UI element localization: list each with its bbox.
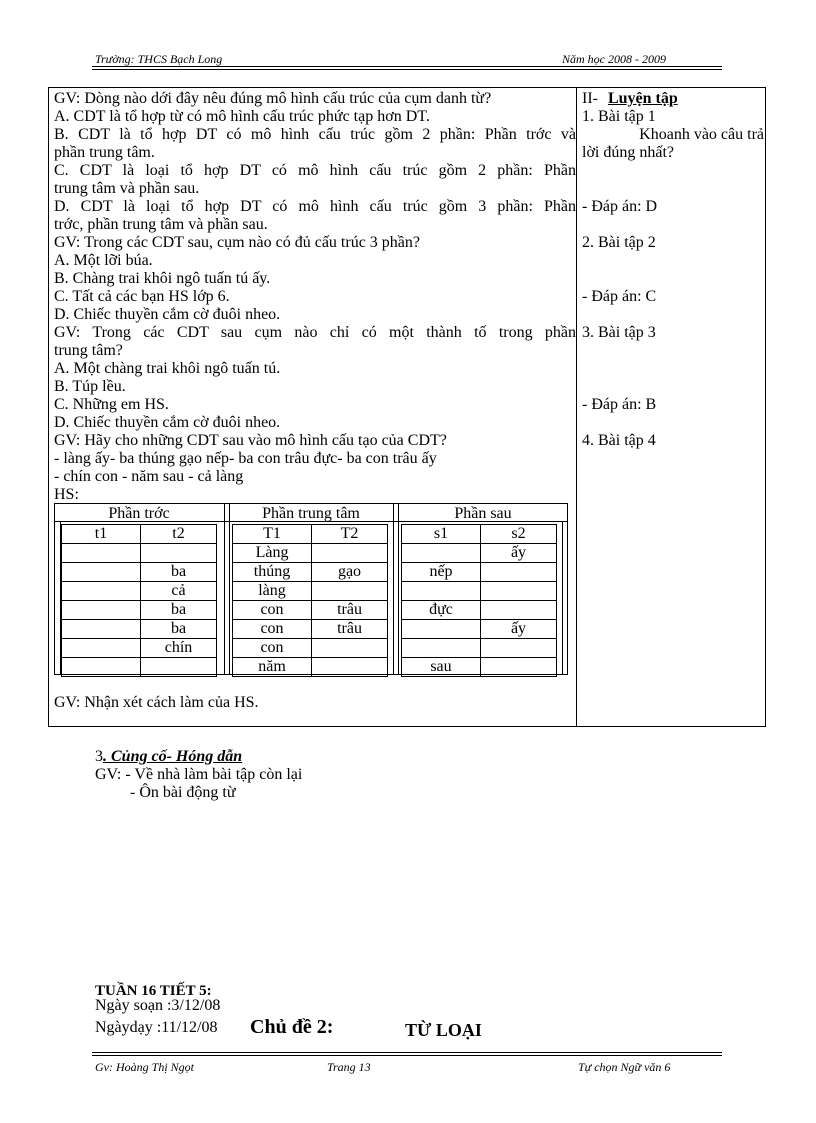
cell-r6-T1: con [233,639,312,658]
cell-r1-s1 [402,544,481,563]
option-2a: A. Một lỡi búa. [54,252,153,269]
cell-r3-s1 [402,582,481,601]
teacher-remark: GV: Nhận xét cách làm của HS. [54,694,259,711]
answer-1: - Đáp án: D [582,198,658,215]
cell-r5-s1 [402,620,481,639]
col-header-s2: s2 [481,525,557,544]
cell-r3-T2 [312,582,388,601]
topic-name: TỪ LOẠI [405,1020,482,1040]
cell-r3-t2: cả [141,582,217,601]
footer-rule [92,1052,722,1056]
col-header-T1: T1 [233,525,312,544]
column-divider [576,87,577,727]
col-header-T2: T2 [312,525,388,544]
cell-r7-t2 [141,658,217,677]
consolidation-number: 3 [95,748,103,765]
group-header-post: Phần sau [454,505,512,522]
cell-r6-t1 [62,639,141,658]
cell-r2-T1: thúng [233,563,312,582]
question-2: GV: Trong các CDT sau, cụm nào có đủ cấu trúc 3 phần? [54,234,420,251]
cell-r5-t2: ba [141,620,217,639]
cell-r4-t2: ba [141,601,217,620]
option-3b: B. Túp lều. [54,378,126,395]
cell-r2-t1 [62,563,141,582]
option-3a: A. Một chàng trai khôi ngô tuấn tú. [54,360,281,377]
cell-r6-T2 [312,639,388,658]
answer-3: - Đáp án: B [582,396,657,413]
cell-r1-s2: ấy [481,544,557,563]
cell-r4-s1: đực [402,601,481,620]
cell-r4-T1: con [233,601,312,620]
section-number: II- [582,90,598,107]
exercise-4: 4. Bài tập 4 [582,432,656,449]
review-line: - Ôn bài động từ [130,784,236,801]
col-header-s1: s1 [402,525,481,544]
answer-2: - Đáp án: C [582,288,657,305]
cell-r5-T1: con [233,620,312,639]
student-label: HS: [54,486,79,503]
section-title: Luyện tập [607,90,678,107]
cell-r5-T2: trâu [312,620,388,639]
header-school: Trường: THCS Bạch Long [95,52,223,66]
cell-r3-T1: làng [233,582,312,601]
phrase-list-1: - làng ấy- ba thúng gạo nếp- ba con trâu đực- ba con trâu ấy [54,450,437,467]
option-1b-cont: phần trung tâm. [54,144,155,161]
option-3d: D. Chiếc thuyền cắm cờ đuôi nheo. [54,414,281,431]
header-year: Năm học 2008 - 2009 [562,52,666,66]
cell-r3-s2 [481,582,557,601]
cell-r1-t1 [62,544,141,563]
cell-r1-T2 [312,544,388,563]
option-1d: D. CDT là loại tổ hợp DT có mô hình cấu trúc gồm 3 phần: Phần [54,198,576,215]
cell-r1-T1: Làng [233,544,312,563]
option-1c: C. CDT là loại tổ hợp DT có mô hình cấu trúc gồm 2 phần: Phần [54,162,576,179]
consolidation-title: . Củng cố- Hóng dẫn [103,748,243,765]
group-header-pre: Phần trớc [108,505,170,522]
section-heading [582,90,678,108]
cell-r1-t2 [141,544,217,563]
cell-r6-t2: chín [141,639,217,658]
col-header-t1: t1 [62,525,141,544]
exercise-1: 1. Bài tập 1 [582,108,656,125]
exercise-1-desc: Khoanh vào câu trả [639,126,764,143]
cell-r2-s2 [481,563,557,582]
cell-r2-T2: gạo [312,563,388,582]
cell-r7-s1: sau [402,658,481,677]
table-group-post [401,524,557,677]
cell-r4-t1 [62,601,141,620]
cell-r7-t1 [62,658,141,677]
cell-r2-s1: nếp [402,563,481,582]
consolidation-heading [95,748,242,766]
cell-r6-s1 [402,639,481,658]
exercise-2: 2. Bài tập 2 [582,234,656,251]
table-group-center [232,524,388,677]
question-4: GV: Hãy cho những CDT sau vào mô hình cấu tạo của CDT? [54,432,447,449]
option-1c-cont: trung tâm và phần sau. [54,180,200,197]
table-group-pre [61,524,217,677]
header-rule [92,66,722,70]
week-lesson: TUẦN 16 TIẾT 5: [95,983,212,999]
option-1d-cont: trớc, phần trung tâm và phần sau. [54,216,268,233]
col-header-t2: t2 [141,525,217,544]
footer-page: Trang 13 [327,1060,371,1074]
option-2b: B. Chàng trai khôi ngô tuấn tú ấy. [54,270,271,287]
option-2c: C. Tất cả các bạn HS lớp 6. [54,288,230,305]
cell-r7-T2 [312,658,388,677]
topic-label: Chủ đề 2: [250,1016,334,1038]
cell-r6-s2 [481,639,557,658]
footer-teacher: Gv: Hoàng Thị Ngọt [95,1060,194,1074]
exercise-3: 3. Bài tập 3 [582,324,656,341]
cell-r2-t2: ba [141,563,217,582]
footer-subject: Tự chọn Ngữ văn 6 [578,1060,671,1074]
teach-date: Ngàydạy :11/12/08 [95,1019,218,1036]
cell-r4-T2: trâu [312,601,388,620]
option-2d: D. Chiếc thuyền cắm cờ đuôi nheo. [54,306,281,323]
option-1b: B. CDT là tổ hợp DT có mô hình cấu trúc gồm 2 phần: Phần trớc và [54,126,576,143]
question-1: GV: Dòng nào dới đây nêu đúng mô hình cấu trúc của cụm danh từ? [54,90,492,107]
prep-date: Ngày soạn :3/12/08 [95,997,221,1014]
group-header-center: Phần trung tâm [262,505,360,522]
question-3-cont: trung tâm? [54,342,123,359]
cell-r4-s2 [481,601,557,620]
cell-r7-s2 [481,658,557,677]
cell-r3-t1 [62,582,141,601]
option-1a: A. CDT là tổ hợp từ có mô hình cấu trúc phức tạp hơn DT. [54,108,430,125]
option-3c: C. Những em HS. [54,396,169,413]
homework-line: GV: - Về nhà làm bài tập còn lại [95,766,303,783]
phrase-list-2: - chín con - năm sau - cả làng [54,468,244,485]
cell-r5-s2: ấy [481,620,557,639]
cell-r7-T1: năm [233,658,312,677]
question-3: GV: Trong các CDT sau cụm nào chỉ có một thành tố trong phần [54,324,576,341]
cell-r5-t1 [62,620,141,639]
exercise-1-desc-cont: lời đúng nhất? [582,144,674,161]
